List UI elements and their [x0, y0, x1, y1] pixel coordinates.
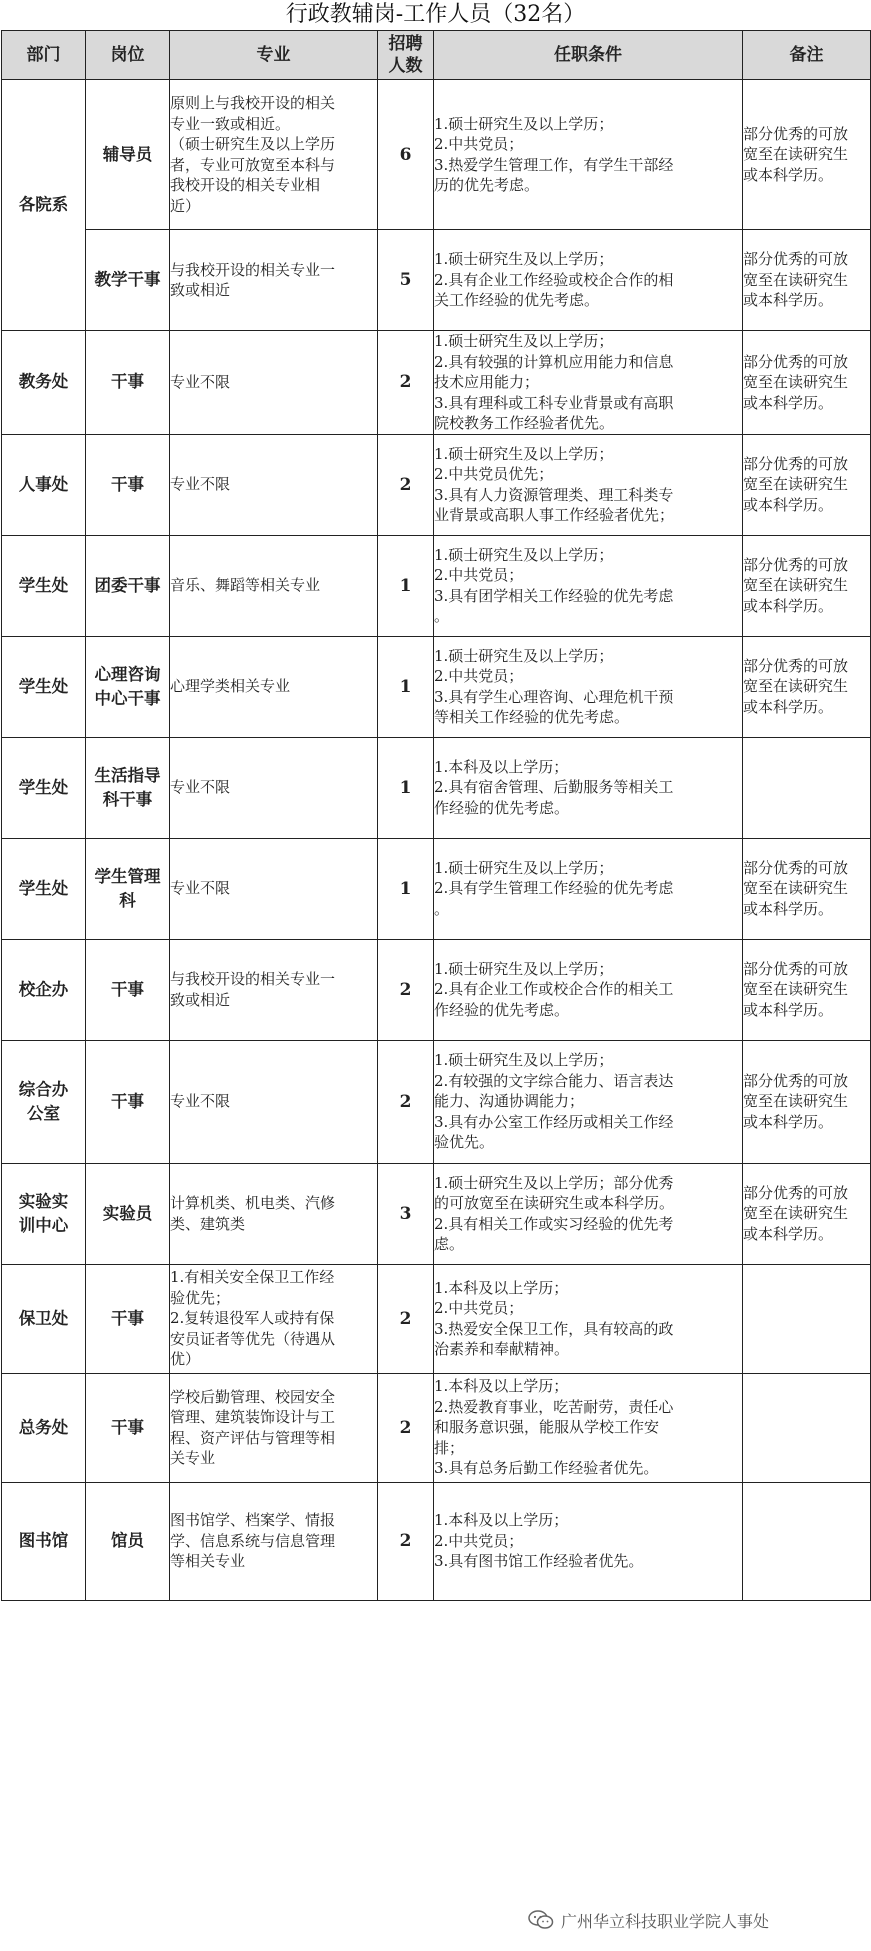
requirement-line: 1.硕士研究生及以上学历；	[434, 646, 614, 665]
requirements-cell	[434, 1163, 743, 1264]
major-line: 我校开设的相关专业相	[170, 176, 321, 194]
position-cell	[86, 838, 170, 939]
requirement-line: 1.硕士研究生及以上学历；	[434, 858, 614, 877]
requirement-line: 2.中共党员；	[434, 1531, 524, 1550]
major-line: 验优先；	[170, 1288, 231, 1307]
dept-line: 学生处	[18, 676, 69, 696]
position-cell	[86, 1482, 170, 1600]
wechat-icon	[528, 1910, 554, 1930]
major-line: 类、建筑类	[170, 1214, 246, 1233]
remarks-cell	[743, 80, 871, 230]
major-cell	[170, 1482, 378, 1600]
table-row	[2, 939, 871, 1040]
page-title: 行政教辅岗-工作人员（32名）	[285, 2, 586, 27]
requirement-line: 的可放宽至在读研究生或本科学历。	[434, 1194, 675, 1212]
remarks-cell	[743, 1264, 871, 1373]
requirements-cell	[434, 636, 743, 737]
dept-line: 图书馆	[18, 1531, 69, 1550]
major-cell	[170, 1264, 378, 1373]
major-line: 专业不限	[170, 879, 231, 898]
header-count-line: 人数	[388, 56, 423, 76]
position-cell	[86, 1373, 170, 1482]
dept-cell	[2, 1163, 86, 1264]
requirement-line: 2.具有较强的计算机应用能力和信息	[434, 352, 674, 371]
dept-cell	[2, 1264, 86, 1373]
remarks-cell	[743, 939, 871, 1040]
requirement-line: 技术应用能力；	[434, 373, 540, 391]
remark-line: 宽至在读研究生	[743, 373, 849, 391]
remark-line: 宽至在读研究生	[743, 145, 849, 164]
dept-line: 学生处	[18, 878, 69, 898]
position-line: 中心干事	[94, 688, 161, 708]
major-line: 1.有相关安全保卫工作经	[170, 1268, 335, 1287]
dept-cell	[2, 434, 86, 535]
remarks-cell	[743, 1040, 871, 1163]
dept-line: 教务处	[18, 372, 69, 392]
count-cell: 1	[378, 737, 434, 838]
table-row	[2, 838, 871, 939]
table-row	[2, 1264, 871, 1373]
dept-line: 综合办	[18, 1079, 69, 1099]
requirement-line: 1.硕士研究生及以上学历；	[434, 332, 614, 350]
remark-line: 或本科学历。	[743, 1224, 834, 1243]
watermark	[524, 1905, 773, 1935]
remark-line: 部分优秀的可放	[743, 1071, 849, 1090]
position-line: 心理咨询	[94, 664, 161, 684]
position-cell	[86, 737, 170, 838]
major-line: 与我校开设的相关专业一	[170, 260, 336, 279]
requirement-line: 3.具有理科或工科专业背景或有高职	[434, 393, 674, 412]
table-row	[2, 230, 871, 331]
count-cell: 2	[378, 331, 434, 435]
table-body	[2, 80, 871, 1601]
requirement-line: 2.具有相关工作或实习经验的优先考	[434, 1214, 674, 1233]
requirement-line: 3.具有学生心理咨询、心理危机干预	[434, 687, 674, 706]
remark-line: 宽至在读研究生	[743, 980, 849, 999]
requirement-line: 虑。	[434, 1235, 465, 1253]
requirement-line: 1.硕士研究生及以上学历；	[434, 1051, 614, 1070]
major-line: 近）	[170, 196, 201, 215]
requirement-line: 2.热爱教育事业，吃苦耐劳，责任心	[434, 1397, 674, 1416]
major-line: 专业一致或相近。	[170, 114, 291, 133]
requirement-line: 1.硕士研究生及以上学历；部分优秀	[434, 1173, 674, 1192]
remark-line: 部分优秀的可放	[743, 555, 849, 574]
remarks-cell	[743, 230, 871, 331]
major-line: 专业不限	[170, 778, 231, 797]
remark-line: 部分优秀的可放	[743, 959, 849, 978]
major-cell	[170, 331, 378, 435]
position-cell	[86, 434, 170, 535]
position-line: 馆员	[111, 1531, 144, 1550]
major-cell	[170, 230, 378, 331]
requirement-line: 历的优先考虑。	[434, 176, 540, 194]
remark-line: 或本科学历。	[743, 495, 834, 514]
major-line: 计算机类、机电类、汽修	[170, 1194, 336, 1212]
count-cell: 2	[378, 1040, 434, 1163]
requirement-line: 1.硕士研究生及以上学历；	[434, 545, 614, 564]
dept-line: 实验实	[18, 1191, 69, 1211]
table-row	[2, 1163, 871, 1264]
remark-line: 部分优秀的可放	[743, 352, 849, 371]
major-cell	[170, 737, 378, 838]
position-cell	[86, 636, 170, 737]
dept-cell	[2, 535, 86, 636]
dept-line: 人事处	[18, 474, 69, 494]
major-cell	[170, 535, 378, 636]
position-cell	[86, 1163, 170, 1264]
remark-line: 宽至在读研究生	[743, 677, 849, 696]
requirements-cell	[434, 838, 743, 939]
requirement-line: 2.有较强的文字综合能力、语言表达	[434, 1071, 674, 1090]
major-line: 致或相近	[170, 990, 231, 1009]
table-header-row	[2, 31, 871, 80]
requirement-line: 2.中共党员；	[434, 135, 524, 153]
remarks-cell	[743, 636, 871, 737]
position-cell	[86, 1040, 170, 1163]
requirement-line: 3.热爱学生管理工作，有学生干部经	[434, 155, 674, 174]
remark-line: 或本科学历。	[743, 596, 834, 615]
table-row	[2, 1040, 871, 1163]
position-line: 干事	[111, 979, 144, 999]
major-line: 2.复转退役军人或持有保	[170, 1309, 335, 1328]
remark-line: 宽至在读研究生	[743, 1204, 849, 1223]
requirement-line: 2.具有企业工作或校企合作的相关工	[434, 980, 674, 999]
requirements-cell	[434, 331, 743, 435]
requirement-line: 3.具有总务后勤工作经验者优先。	[434, 1459, 659, 1478]
major-cell	[170, 1373, 378, 1482]
major-line: 原则上与我校开设的相关	[170, 94, 336, 112]
dept-line: 总务处	[18, 1417, 69, 1437]
dept-line: 各院系	[18, 195, 69, 214]
remark-line: 宽至在读研究生	[743, 879, 849, 898]
major-line: 学、信息系统与信息管理	[170, 1531, 336, 1550]
count-cell: 2	[378, 434, 434, 535]
header-requirements: 任职条件	[434, 31, 743, 80]
count-cell: 1	[378, 838, 434, 939]
remark-line: 或本科学历。	[743, 1000, 834, 1019]
dept-cell	[2, 80, 86, 331]
remark-line: 部分优秀的可放	[743, 656, 849, 675]
requirement-line: 3.具有人力资源管理类、理工科类专	[434, 485, 674, 504]
remark-line: 或本科学历。	[743, 899, 834, 918]
dept-cell	[2, 636, 86, 737]
requirement-line: 3.热爱安全保卫工作，具有较高的政	[434, 1319, 674, 1338]
major-line: 专业不限	[170, 475, 231, 494]
requirement-line: 2.中共党员；	[434, 667, 524, 685]
remark-line: 部分优秀的可放	[743, 1183, 849, 1202]
requirements-cell	[434, 1373, 743, 1482]
dept-cell	[2, 737, 86, 838]
requirement-line: 。	[434, 607, 450, 625]
count-cell: 1	[378, 636, 434, 737]
count-cell: 3	[378, 1163, 434, 1264]
major-line: （硕士研究生及以上学历	[170, 135, 336, 153]
position-line: 干事	[111, 1417, 144, 1437]
remark-line: 宽至在读研究生	[743, 270, 849, 289]
header-remarks: 备注	[743, 31, 871, 80]
requirement-line: 1.本科及以上学历；	[434, 1511, 569, 1530]
position-line: 干事	[111, 1091, 144, 1111]
remark-line: 宽至在读研究生	[743, 576, 849, 595]
requirement-line: 1.本科及以上学历；	[434, 1278, 569, 1297]
requirement-line: 关工作经验的优先考虑。	[434, 291, 600, 310]
requirements-cell	[434, 1264, 743, 1373]
recruitment-table	[1, 30, 871, 1601]
major-cell	[170, 939, 378, 1040]
remark-line: 宽至在读研究生	[743, 1092, 849, 1111]
table-row	[2, 636, 871, 737]
requirement-line: 2.中共党员；	[434, 1299, 524, 1317]
major-line: 图书馆学、档案学、情报	[170, 1511, 336, 1530]
requirement-line: 1.硕士研究生及以上学历；	[434, 250, 614, 269]
dept-line: 校企办	[18, 979, 69, 999]
dept-line: 学生处	[18, 777, 69, 797]
remark-line: 部分优秀的可放	[743, 124, 849, 143]
remark-line: 部分优秀的可放	[743, 858, 849, 877]
dept-cell	[2, 1373, 86, 1482]
requirement-line: 验优先。	[434, 1133, 495, 1152]
header-count-line: 招聘	[388, 34, 423, 54]
table-row	[2, 1482, 871, 1600]
major-cell	[170, 1040, 378, 1163]
requirement-line: 院校教务工作经验者优先。	[434, 414, 615, 432]
position-line: 生活指导	[94, 765, 161, 785]
table-row	[2, 1373, 871, 1482]
position-line: 干事	[111, 372, 144, 392]
count-cell: 6	[378, 80, 434, 230]
table-row	[2, 434, 871, 535]
remark-line: 宽至在读研究生	[743, 475, 849, 494]
requirement-line: 2.中共党员；	[434, 566, 524, 584]
major-cell	[170, 80, 378, 230]
position-line: 干事	[111, 1308, 144, 1328]
remarks-cell	[743, 838, 871, 939]
count-cell: 1	[378, 535, 434, 636]
requirement-line: 1.硕士研究生及以上学历；	[434, 114, 614, 133]
count-cell: 2	[378, 1482, 434, 1600]
requirements-cell	[434, 80, 743, 230]
major-cell	[170, 1163, 378, 1264]
requirements-cell	[434, 1040, 743, 1163]
major-line: 心理学类相关专业	[170, 677, 291, 696]
requirement-line: 作经验的优先考虑。	[434, 798, 570, 817]
header-major: 专业	[170, 31, 378, 80]
requirement-line: 治素养和奉献精神。	[434, 1340, 570, 1358]
position-cell	[86, 1264, 170, 1373]
dept-line: 训中心	[18, 1215, 69, 1235]
requirement-line: 2.中共党员优先；	[434, 465, 554, 483]
count-cell: 5	[378, 230, 434, 331]
remark-line: 部分优秀的可放	[743, 454, 849, 473]
remark-line: 或本科学历。	[743, 291, 834, 310]
requirement-line: 1.硕士研究生及以上学历；	[434, 959, 614, 978]
remark-line: 或本科学历。	[743, 165, 834, 184]
table-row	[2, 331, 871, 435]
remarks-cell	[743, 1482, 871, 1600]
count-cell: 2	[378, 1264, 434, 1373]
remarks-cell	[743, 1373, 871, 1482]
position-line: 辅导员	[102, 144, 153, 164]
requirement-line: 1.本科及以上学历；	[434, 1377, 569, 1396]
remarks-cell	[743, 331, 871, 435]
table-row	[2, 737, 871, 838]
major-line: 专业不限	[170, 1092, 231, 1111]
dept-line: 保卫处	[18, 1308, 69, 1328]
requirements-cell	[434, 1482, 743, 1600]
position-cell	[86, 939, 170, 1040]
major-line: 学校后勤管理、校园安全	[170, 1387, 336, 1406]
major-cell	[170, 636, 378, 737]
position-line: 教学干事	[94, 270, 161, 289]
requirement-line: 3.具有办公室工作经历或相关工作经	[434, 1112, 674, 1131]
dept-cell	[2, 331, 86, 435]
dept-line: 公室	[27, 1103, 60, 1123]
position-line: 科	[119, 890, 136, 910]
position-cell	[86, 230, 170, 331]
dept-cell	[2, 838, 86, 939]
requirement-line: 1.硕士研究生及以上学历；	[434, 444, 614, 463]
remark-line: 或本科学历。	[743, 393, 834, 412]
major-line: 优）	[170, 1350, 201, 1369]
major-line: 致或相近	[170, 281, 231, 299]
header-position: 岗位	[86, 31, 170, 80]
watermark-text: 广州华立科技职业学院人事处	[561, 1911, 770, 1931]
position-line: 科干事	[102, 789, 153, 809]
requirement-line: 3.具有团学相关工作经验的优先考虑	[434, 586, 674, 605]
requirements-cell	[434, 434, 743, 535]
requirement-line: 2.具有宿舍管理、后勤服务等相关工	[434, 778, 674, 797]
major-cell	[170, 434, 378, 535]
major-line: 专业不限	[170, 373, 231, 391]
requirement-line: 作经验的优先考虑。	[434, 1000, 570, 1019]
position-line: 实验员	[102, 1203, 153, 1223]
requirements-cell	[434, 939, 743, 1040]
position-line: 学生管理	[94, 866, 161, 886]
header-dept: 部门	[2, 31, 86, 80]
major-line: 音乐、舞蹈等相关专业	[170, 576, 321, 595]
remarks-cell	[743, 1163, 871, 1264]
requirement-line: 能力、沟通协调能力；	[434, 1092, 585, 1111]
position-line: 干事	[111, 474, 144, 494]
requirement-line: 。	[434, 899, 450, 918]
table-row	[2, 80, 871, 230]
major-line: 与我校开设的相关专业一	[170, 970, 336, 988]
remarks-cell	[743, 535, 871, 636]
remark-line: 或本科学历。	[743, 1112, 834, 1131]
position-cell	[86, 80, 170, 230]
requirement-line: 业背景或高职人事工作经验者优先；	[434, 506, 675, 524]
requirements-cell	[434, 535, 743, 636]
requirement-line: 排；	[434, 1438, 465, 1457]
remarks-cell	[743, 434, 871, 535]
major-line: 者，专业可放宽至本科与	[170, 155, 336, 174]
remarks-cell	[743, 737, 871, 838]
requirements-cell	[434, 230, 743, 331]
position-cell	[86, 535, 170, 636]
requirement-line: 等相关工作经验的优先考虑。	[434, 708, 630, 726]
requirement-line: 2.具有企业工作经验或校企合作的相	[434, 270, 674, 289]
count-cell: 2	[378, 1373, 434, 1482]
major-line: 关专业	[170, 1449, 216, 1467]
table-row	[2, 535, 871, 636]
requirement-line: 和服务意识强，能服从学校工作安	[434, 1418, 660, 1437]
dept-cell	[2, 939, 86, 1040]
dept-cell	[2, 1482, 86, 1600]
requirement-line: 1.本科及以上学历；	[434, 757, 569, 776]
major-line: 程、资产评估与管理等相	[170, 1428, 336, 1447]
remark-line: 部分优秀的可放	[743, 250, 849, 269]
requirement-line: 3.具有图书馆工作经验者优先。	[434, 1552, 644, 1571]
dept-cell	[2, 1040, 86, 1163]
header-count	[378, 31, 434, 80]
dept-line: 学生处	[18, 575, 69, 595]
requirement-line: 2.具有学生管理工作经验的优先考虑	[434, 879, 674, 898]
major-line: 等相关专业	[170, 1552, 246, 1571]
count-cell: 2	[378, 939, 434, 1040]
major-cell	[170, 838, 378, 939]
position-cell	[86, 331, 170, 435]
requirements-cell	[434, 737, 743, 838]
remark-line: 或本科学历。	[743, 697, 834, 716]
position-line: 团委干事	[94, 575, 161, 595]
major-line: 安员证者等优先（待遇从	[170, 1329, 336, 1348]
major-line: 管理、建筑装饰设计与工	[170, 1408, 336, 1426]
